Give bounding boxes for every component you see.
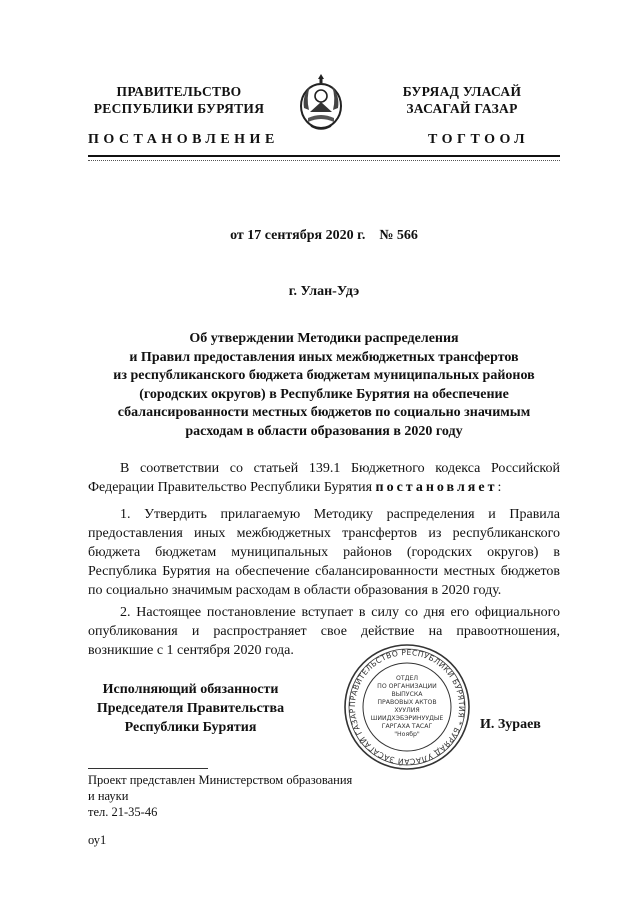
title-line: (городских округов) в Республике Бурятия на обеспечение xyxy=(139,386,509,402)
footer-phone: тел. 21-35-46 xyxy=(88,805,158,819)
org-name-buryat xyxy=(382,83,542,117)
title-line: из республиканского бюджета бюджетам муниципальных районов xyxy=(113,368,535,383)
stamp-inner-line: ШИИДХЭБЭРИНУУДЫЕ xyxy=(370,715,444,722)
footer-rule xyxy=(88,768,208,769)
org-name-buryat-line2: ЗАСАГАЙ ГАЗАР xyxy=(406,101,518,116)
title-line: расходам в области образования в 2020 году xyxy=(185,423,463,439)
stamp-inner-line: "Ноябр" xyxy=(394,731,420,738)
stamp-inner-line: ХУУЛИЯ xyxy=(394,707,420,714)
footer-line2: и науки xyxy=(88,789,129,803)
org-name-buryat-line1: БУРЯАД УЛАСАЙ xyxy=(402,84,522,99)
signatory-title-line3: Республики Бурятия xyxy=(124,720,257,735)
signatory-title-line2: Председателя Правительства xyxy=(96,701,285,716)
document-kind-buryat: ТОГТООЛ xyxy=(428,132,530,147)
stamp-inner-line: ОТДЕЛ xyxy=(395,675,419,682)
header-rule-thick xyxy=(88,155,560,157)
title-line: сбалансированности местных бюджетов по социально значимым xyxy=(117,405,531,420)
preamble-verb: постановляет xyxy=(375,480,498,495)
preamble-colon: : xyxy=(497,480,502,495)
stamp-ring-text: ПРАВИТЕЛЬСТВО РЕСПУБЛИКИ БУРЯТИЯ * БУРЯАД УЛАСАЙ ЗАСАГАЙ ГАЗАР xyxy=(347,647,467,767)
header-rule-dotted xyxy=(88,160,560,161)
org-name-russian-line2: РЕСПУБЛИКИ БУРЯТИЯ xyxy=(93,101,265,116)
preamble-text: В соответствии со статьей 139.1 Бюджетного кодекса Российской Федерации Правительство Республики Бурятия xyxy=(88,461,560,495)
stamp-inner-line: ПО ОРГАНИЗАЦИИ xyxy=(377,683,437,690)
stamp-inner-line: ГАРГАХА ТАСАГ xyxy=(381,723,433,730)
document-kind-russian: ПОСТАНОВЛЕНИЕ xyxy=(88,132,279,147)
stamp-inner-line: ВЫПУСКА xyxy=(391,691,423,698)
city: г. Улан-Удэ xyxy=(288,284,360,299)
org-name-russian xyxy=(88,83,270,117)
stamp-inner-line: ПРАВОВЫХ АКТОВ xyxy=(377,699,437,706)
item-2-paragraph: 2. Настоящее постановление вступает в силу со дня его официального опубликования и распространяет свое действие на правоотношения, возникшие с 1 сентября 2020 года. xyxy=(88,605,560,658)
footer-code: оу1 xyxy=(88,833,107,847)
signatory-title xyxy=(88,680,293,737)
date-and-number: от 17 сентября 2020 г. № 566 xyxy=(230,228,418,243)
title-line: Об утверждении Методики распределения xyxy=(189,331,459,346)
title-line: и Правил предоставления иных межбюджетных трансфертов xyxy=(129,349,519,365)
signatory-title-line1: Исполняющий обязанности xyxy=(102,682,279,697)
document-title xyxy=(88,330,560,441)
official-stamp xyxy=(342,642,472,772)
footer-note xyxy=(88,772,352,820)
footer-line1: Проект представлен Министерством образования xyxy=(88,773,353,787)
signatory-name: И. Зураев xyxy=(480,717,541,732)
item-1-paragraph: 1. Утвердить прилагаемую Методику распределения и Правила предоставления иных межбюджетных трансфертов из республиканского бюджета бюджетам муниципальных районов (городских округов) в Республика Бурятия на обеспечение сбалансированности местных бюджетов по социально значимым расходам в области образования в 2020 году. xyxy=(88,507,560,598)
republic-emblem-icon xyxy=(296,72,346,134)
preamble-paragraph xyxy=(88,459,560,497)
org-name-russian-line1: ПРАВИТЕЛЬСТВО xyxy=(116,84,242,99)
